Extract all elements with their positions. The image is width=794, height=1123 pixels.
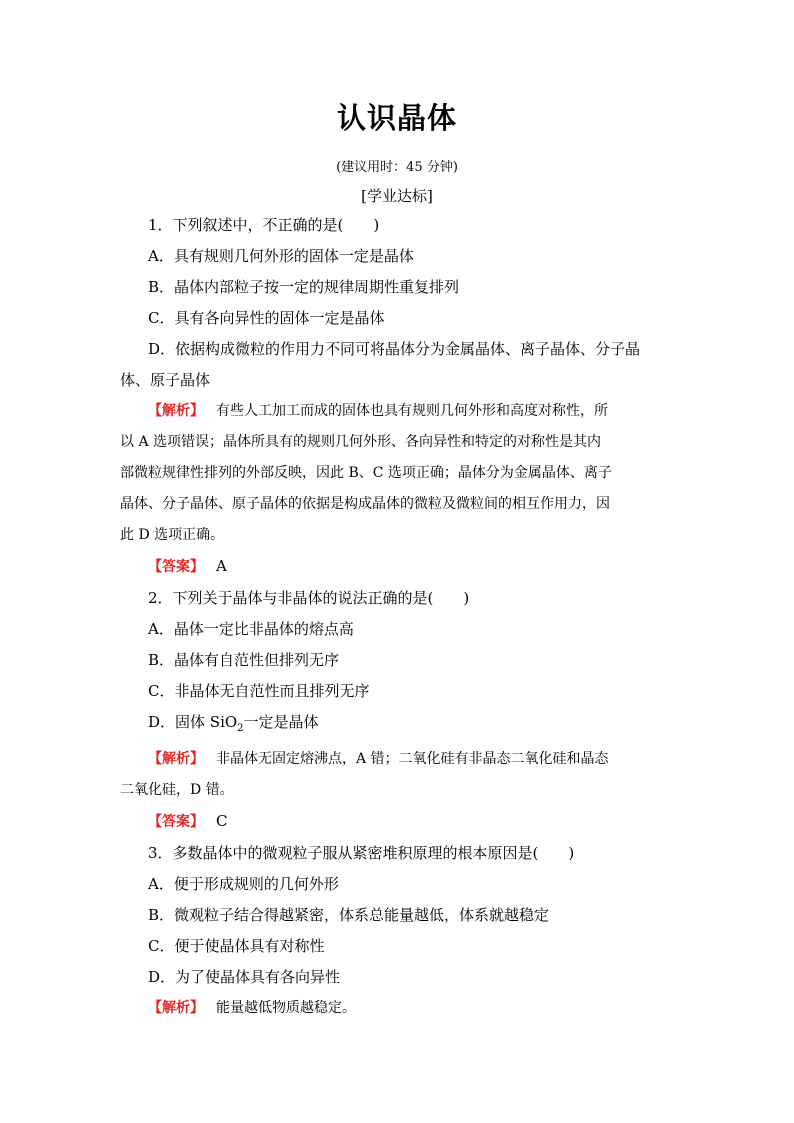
question-1-stem: 1．下列叙述中，不正确的是( ) bbox=[148, 216, 380, 234]
answer-value: A bbox=[216, 557, 227, 575]
answer-tag: 【答案】 bbox=[148, 559, 204, 575]
analysis-line: 部微粒规律性排列的外部反映，因此 B、C 选项正确；晶体分为金属晶体、离子 bbox=[120, 465, 612, 481]
option-d-text: D．固体 SiO bbox=[148, 713, 238, 731]
analysis-line: 以 A 选项错误；晶体所具有的规则几何外形、各向异性和特定的对称性是其内 bbox=[120, 434, 602, 450]
answer-value: C bbox=[216, 812, 228, 830]
analysis-tag: 【解析】 bbox=[148, 751, 204, 767]
question-list bbox=[120, 210, 676, 1024]
question-3-option-c: C．便于使晶体具有对称性 bbox=[148, 937, 325, 955]
question-1-analysis bbox=[120, 396, 676, 427]
question-2-stem: 2．下列关于晶体与非晶体的说法正确的是( ) bbox=[148, 589, 470, 607]
question-1-answer bbox=[120, 551, 676, 583]
question-1-option-c: C．具有各向异性的固体一定是晶体 bbox=[148, 309, 385, 327]
question-1-option-d: D．依据构成微粒的作用力不同可将晶体分为金属晶体、离子晶体、分子晶 bbox=[148, 340, 641, 358]
question-3-option-d: D．为了使晶体具有各向异性 bbox=[148, 968, 341, 986]
question-3-option-b: B．微观粒子结合得越紧密，体系总能量越低，体系就越稳定 bbox=[148, 906, 550, 924]
analysis-line: 二氧化硅，D 错。 bbox=[120, 782, 234, 798]
question-2-analysis bbox=[120, 744, 676, 775]
option-d-text-end: 一定是晶体 bbox=[243, 713, 319, 731]
question-1-option-b: B．晶体内部粒子按一定的规律周期性重复排列 bbox=[148, 278, 460, 296]
time-hint: (建议用时：45 分钟) bbox=[336, 160, 458, 175]
question-2-option-b: B．晶体有自范性但排列无序 bbox=[148, 651, 340, 669]
question-1-option-d-cont: 体、原子晶体 bbox=[120, 371, 211, 389]
question-2-answer bbox=[120, 806, 676, 838]
question-2-option-d bbox=[120, 707, 676, 744]
analysis-line: 此 D 选项正确。 bbox=[120, 527, 225, 543]
analysis-tag: 【解析】 bbox=[148, 403, 204, 419]
question-3-option-a: A．便于形成规则的几何外形 bbox=[148, 875, 339, 893]
question-2-option-a: A．晶体一定比非晶体的熔点高 bbox=[148, 620, 354, 638]
question-2-option-c: C．非晶体无自范性而且排列无序 bbox=[148, 682, 370, 700]
subscript: 2 bbox=[237, 723, 244, 734]
analysis-text: 非晶体无固定熔沸点，A 错；二氧化硅有非晶态二氧化硅和晶态 bbox=[216, 751, 609, 767]
question-3-analysis bbox=[120, 993, 676, 1024]
question-3-stem: 3．多数晶体中的微观粒子服从紧密堆积原理的根本原因是( ) bbox=[148, 844, 575, 862]
section-label: [学业达标] bbox=[361, 187, 433, 205]
answer-tag: 【答案】 bbox=[148, 814, 204, 830]
question-1-option-a: A．具有规则几何外形的固体一定是晶体 bbox=[148, 247, 414, 265]
analysis-text: 能量越低物质越稳定。 bbox=[216, 1000, 356, 1016]
page-title: 认识晶体 bbox=[336, 101, 457, 135]
analysis-line: 晶体、分子晶体、原子晶体的依据是构成晶体的微粒及微粒间的相互作用力，因 bbox=[120, 496, 610, 512]
analysis-tag: 【解析】 bbox=[148, 1000, 204, 1016]
analysis-text: 有些人工加工而成的固体也具有规则几何外形和高度对称性，所 bbox=[216, 403, 608, 419]
